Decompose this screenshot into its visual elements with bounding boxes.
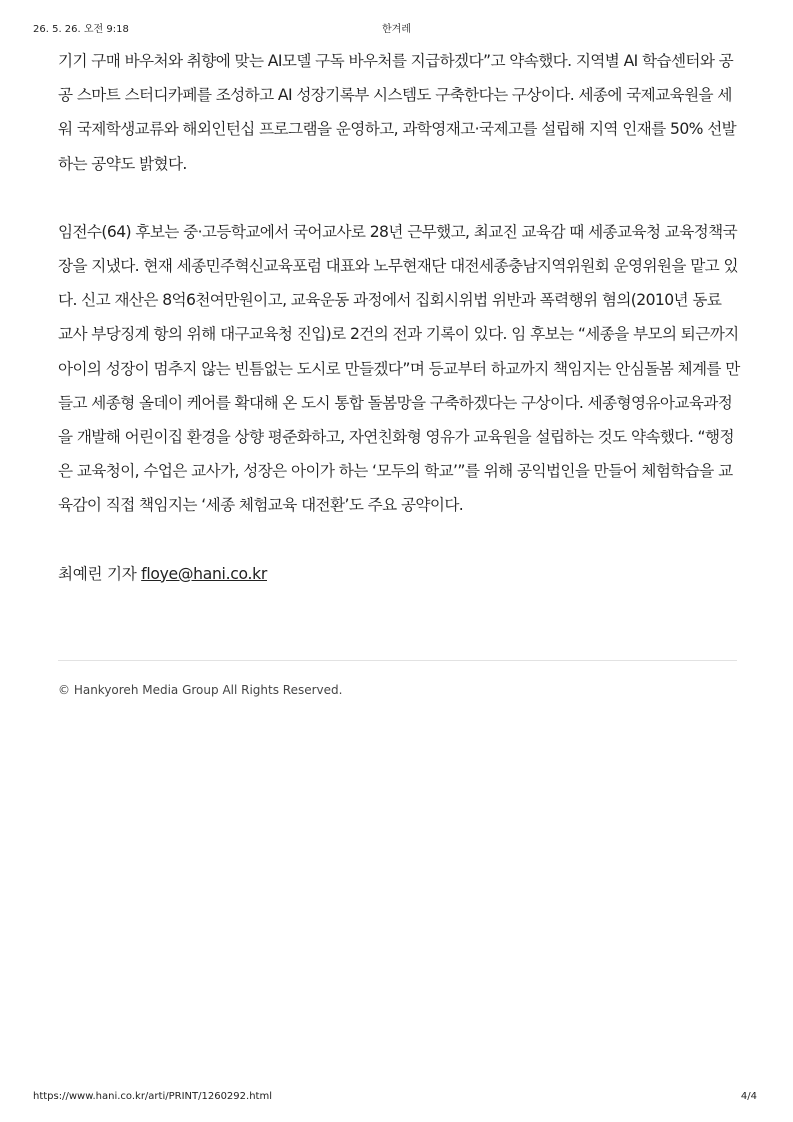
article-body xyxy=(58,44,740,591)
print-header xyxy=(33,20,760,34)
byline xyxy=(58,557,740,591)
copyright-notice: © Hankyoreh Media Group All Rights Reserved. xyxy=(58,683,343,697)
article-paragraph: 임전수(64) 후보는 중·고등학교에서 국어교사로 28년 근무했고, 최교진 교육감 때 세종교육청 교육정책국장을 지냈다. 현재 세종민주혁신교육포럼 대표와 노무현재단 대전세종충남지역위원회 운영위원을 맡고 있다. 신고 재산은 8억6천여만원이고, 교육운동 과정에서 집회시위법 위반과 폭력행위 혐의(2010년 동료 교사 부당징계 항의 위해 대구교육청 진입)로 2건의 전과 기록이 있다. 임 후보는 “세종을 부모의 퇴근까지 아이의 성장이 멈추지 않는 빈틈없는 도시로 만들겠다”며 등교부터 하교까지 책임지는 안심돌봄 체계를 만들고 세종형 올데이 케어를 확대해 온 도시 통합 돌봄망을 구축하겠다는 구상이다. 세종형영유아교육과정을 개발해 어린이집 환경을 상향 평준화하고, 자연친화형 영유가 교육원을 설립하는 것도 약속했다. “행정은 교육청이, 수업은 교사가, 성장은 아이가 하는 ‘모두의 학교’”를 위해 공익법인을 만들어 체험학습을 교육감이 직접 책임지는 ‘세종 체험교육 대전환’도 주요 공약이다. xyxy=(58,222,740,515)
print-date: 26. 5. 26. 오전 9:18 xyxy=(33,24,129,35)
reporter-name: 최예린 기자 xyxy=(58,564,137,583)
reporter-email-link[interactable]: floye@hani.co.kr xyxy=(141,564,267,583)
article-paragraph: 기기 구매 바우처와 취향에 맞는 AI모델 구독 바우처를 지급하겠다”고 약속했다. 지역별 AI 학습센터와 공공 스마트 스터디카페를 조성하고 AI 성장기록부 시스템도 구축한다는 구상이다. 세종에 국제교육원을 세워 국제학생교류와 해외인턴십 프로그램을 운영하고, 과학영재고·국제고를 설립해 지역 인재를 50% 선발하는 공약도 밝혔다. xyxy=(58,52,737,173)
page-number: 4/4 xyxy=(740,1091,757,1102)
site-title: 한겨레 xyxy=(382,24,411,35)
print-footer xyxy=(33,1091,760,1105)
page-url: https://www.hani.co.kr/arti/PRINT/1260292.html xyxy=(33,1091,272,1102)
divider xyxy=(58,660,737,661)
